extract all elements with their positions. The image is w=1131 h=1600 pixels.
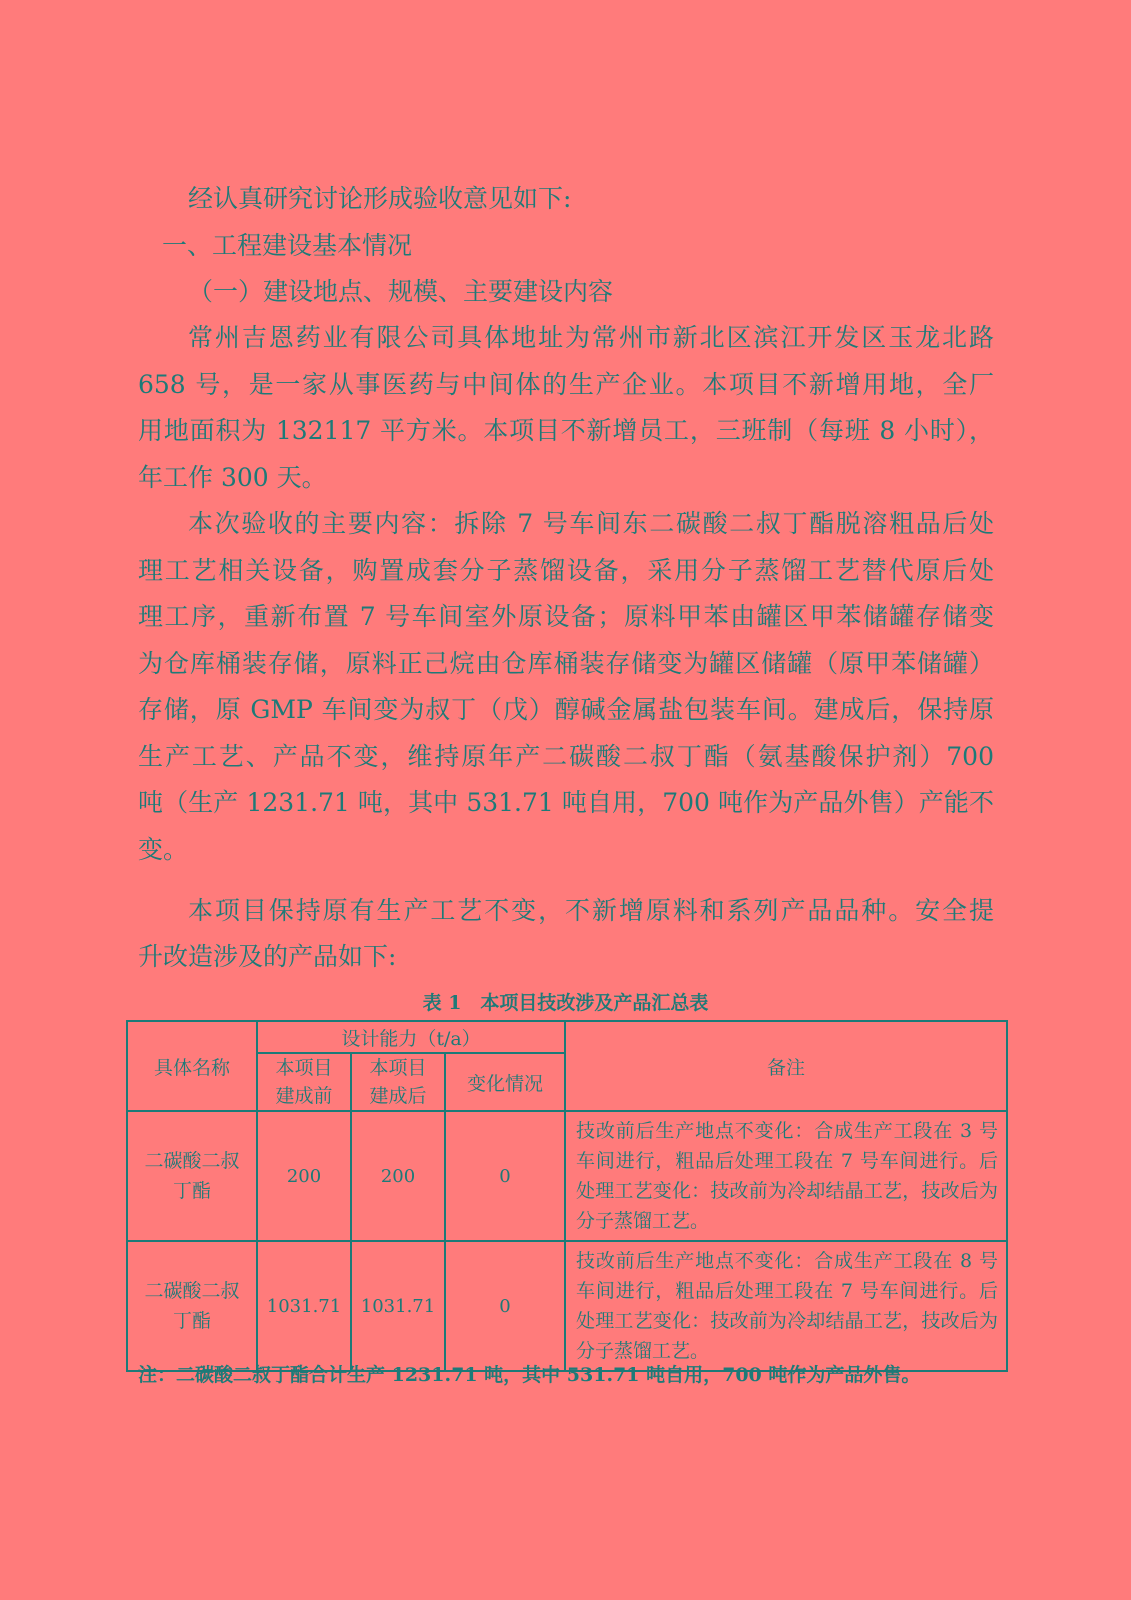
table-header-row <box>127 1021 1007 1053</box>
cell-after: 1031.71 <box>351 1241 445 1371</box>
subsection-heading: （一）建设地点、规模、主要建设内容 <box>188 277 614 306</box>
paragraph-2-line-1: 本次验收的主要内容：拆除 7 号车间东二碳酸二叔丁酯脱溶粗品后处 <box>188 509 994 538</box>
paragraph-1-line-3: 用地面积为 132117 平方米。本项目不新增员工，三班制（每班 8 小时）， <box>138 416 994 445</box>
header-capacity: 设计能力（t/a） <box>257 1021 565 1053</box>
table-row <box>127 1111 1007 1241</box>
section-heading: 一、工程建设基本情况 <box>162 231 413 260</box>
paragraph-2-line-2: 理工艺相关设备，购置成套分子蒸馏设备，采用分子蒸馏工艺替代原后处 <box>138 556 994 585</box>
intro-line: 经认真研究讨论形成验收意见如下: <box>188 184 572 213</box>
paragraph-1-line-2: 658 号，是一家从事医药与中间体的生产企业。本项目不新增用地，全厂 <box>138 370 994 399</box>
cell-before: 1031.71 <box>257 1241 351 1371</box>
table-row <box>127 1241 1007 1371</box>
paragraph-3-line-1: 本项目保持原有生产工艺不变，不新增原料和系列产品品种。安全提 <box>188 896 994 925</box>
paragraph-3-line-2: 升改造涉及的产品如下: <box>138 942 397 971</box>
cell-remark: 技改前后生产地点不变化：合成生产工段在 3 号车间进行，粗品后处理工段在 7 号车间进行。后处理工艺变化：技改前为冷却结晶工艺，技改后为分子蒸馏工艺。 <box>565 1111 1007 1241</box>
table-caption: 表 1 本项目技改涉及产品汇总表 <box>422 992 709 1014</box>
paragraph-2-line-3: 理工序，重新布置 7 号车间室外原设备；原料甲苯由罐区甲苯储罐存储变 <box>138 602 994 631</box>
paragraph-1-line-1: 常州吉恩药业有限公司具体地址为常州市新北区滨江开发区玉龙北路 <box>188 323 994 352</box>
paragraph-1-line-4: 年工作 300 天。 <box>138 463 327 492</box>
header-remark: 备注 <box>565 1021 1007 1111</box>
table-note: 注：二碳酸二叔丁酯合计生产 1231.71 吨，其中 531.71 吨自用，700 吨作为产品外售。 <box>138 1364 921 1386</box>
cell-name: 二碳酸二叔 丁酯 <box>127 1241 257 1371</box>
cell-remark: 技改前后生产地点不变化：合成生产工段在 8 号车间进行，粗品后处理工段在 7 号车间进行。后处理工艺变化：技改前为冷却结晶工艺，技改后为分子蒸馏工艺。 <box>565 1241 1007 1371</box>
header-after: 本项目 建成后 <box>351 1053 445 1111</box>
paragraph-2-line-6: 生产工艺、产品不变，维持原年产二碳酸二叔丁酯（氨基酸保护剂）700 <box>138 742 994 771</box>
paragraph-2-line-5: 存储，原 GMP 车间变为叔丁（戊）醇碱金属盐包装车间。建成后，保持原 <box>138 695 994 724</box>
paragraph-2-line-7: 吨（生产 1231.71 吨，其中 531.71 吨自用，700 吨作为产品外售）产能不 <box>138 788 994 817</box>
header-before: 本项目 建成前 <box>257 1053 351 1111</box>
product-summary-table <box>126 1020 1008 1372</box>
paragraph-2-line-4: 为仓库桶装存储，原料正己烷由仓库桶装存储变为罐区储罐（原甲苯储罐） <box>138 649 994 678</box>
cell-change: 0 <box>445 1111 565 1241</box>
cell-name: 二碳酸二叔 丁酯 <box>127 1111 257 1241</box>
cell-before: 200 <box>257 1111 351 1241</box>
cell-change: 0 <box>445 1241 565 1371</box>
paragraph-2-line-8: 变。 <box>138 835 189 864</box>
header-name: 具体名称 <box>127 1021 257 1111</box>
cell-after: 200 <box>351 1111 445 1241</box>
header-change: 变化情况 <box>445 1053 565 1111</box>
